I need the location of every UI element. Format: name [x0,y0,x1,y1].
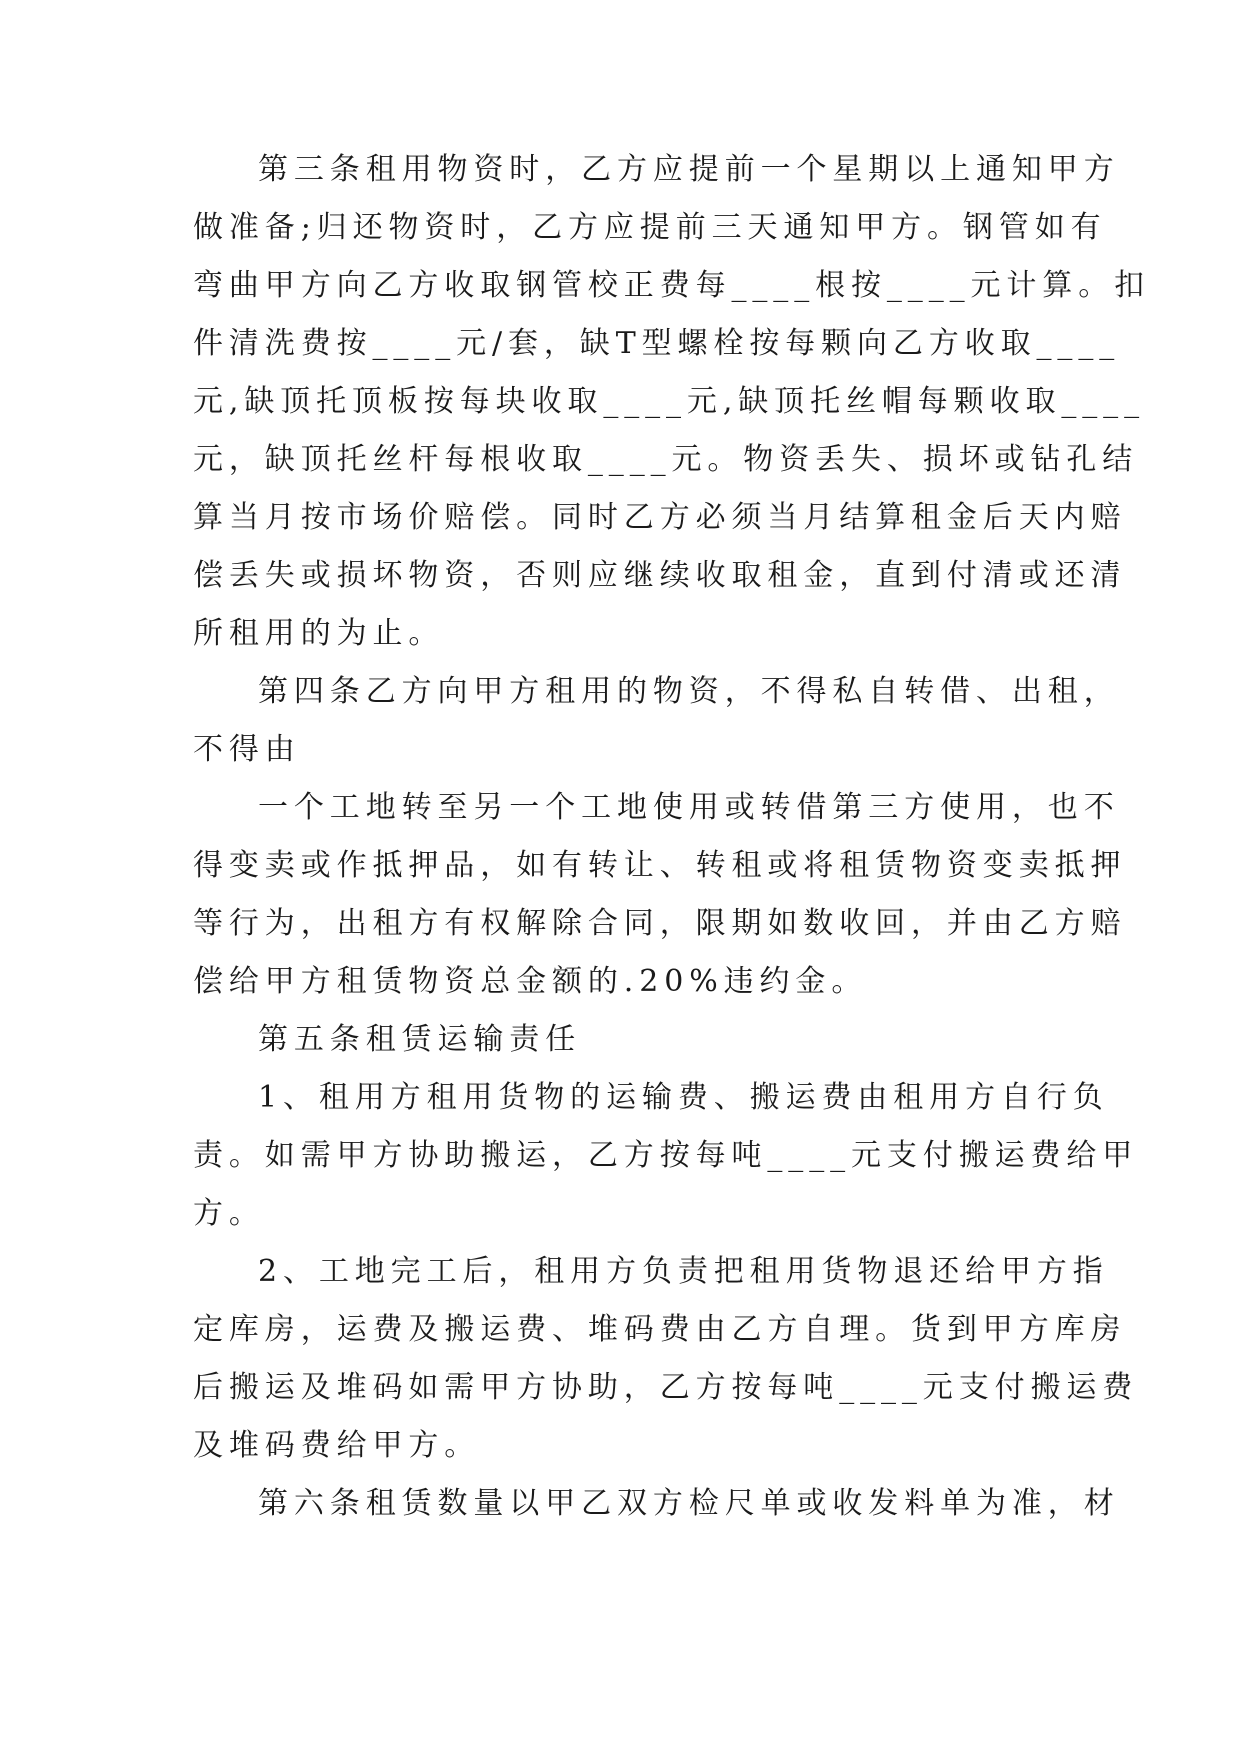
text-line: 元,缺顶托顶板按每块收取____元,缺顶托丝帽每颗收取____ [193,384,1145,419]
text-line: 及堆码费给甲方。 [193,1428,481,1463]
text-line: 件清洗费按____元/套，缺T型螺栓按每颗向乙方收取____ [193,326,1121,361]
text-line: 偿给甲方租赁物资总金额的.20%违约金。 [193,964,868,999]
text-line: 做准备;归还物资时，乙方应提前三天通知甲方。钢管如有 [193,210,1107,245]
text-line: 元，缺顶托丝杆每根收取____元。物资丢失、损坏或钻孔结 [193,442,1139,477]
text-line: 不得由 [193,732,301,767]
text-line: 等行为，出租方有权解除合同，限期如数收回，并由乙方赔 [193,906,1127,941]
text-line: 所租用的为止。 [193,616,445,651]
text-line-item-1-start: 1、租用方租用货物的运输费、搬运费由租用方自行负 [258,1080,1109,1115]
text-line: 方。 [193,1196,265,1231]
text-line: 偿丢失或损坏物资，否则应继续收取租金，直到付清或还清 [193,558,1127,593]
text-line: 一个工地转至另一个工地使用或转借第三方使用，也不 [258,790,1120,825]
text-line: 弯曲甲方向乙方收取钢管校正费每____根按____元计算。扣 [193,268,1150,303]
text-line-article-3-start: 第三条租用物资时，乙方应提前一个星期以上通知甲方 [258,152,1120,187]
text-line: 算当月按市场价赔偿。同时乙方必须当月结算租金后天内赔 [193,500,1127,535]
text-line: 得变卖或作抵押品，如有转让、转租或将租赁物资变卖抵押 [193,848,1127,883]
text-line-article-4-start: 第四条乙方向甲方租用的物资，不得私自转借、出租， [258,674,1120,709]
text-line: 责。如需甲方协助搬运，乙方按每吨____元支付搬运费给甲 [193,1138,1139,1173]
text-line-article-6-start: 第六条租赁数量以甲乙双方检尺单或收发料单为准，材 [258,1486,1120,1521]
text-line-article-5-heading: 第五条租赁运输责任 [258,1022,582,1057]
text-line: 定库房，运费及搬运费、堆码费由乙方自理。货到甲方库房 [193,1312,1127,1347]
text-line-item-2-start: 2、工地完工后，租用方负责把租用货物退还给甲方指 [258,1254,1109,1289]
text-line: 后搬运及堆码如需甲方协助，乙方按每吨____元支付搬运费 [193,1370,1139,1405]
